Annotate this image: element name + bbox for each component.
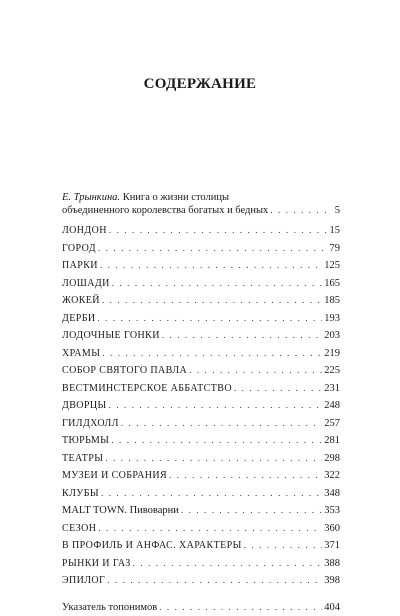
toc-entry-label: ТЮРЬМЫ (62, 432, 109, 450)
toc-entry-page-number: 348 (324, 485, 340, 503)
toc-entry-label: ГОРОД (62, 240, 96, 258)
toc-entry-page-number: 185 (324, 292, 340, 310)
toc-entry-page-number: 225 (324, 362, 340, 380)
dot-leader (102, 345, 322, 363)
toc-entry-label: ЛОНДОН (62, 222, 107, 240)
toc-entry-label: СОБОР СВЯТОГО ПАВЛА (62, 362, 187, 380)
toc-entry-label: ТЕАТРЫ (62, 450, 103, 468)
dot-leader (98, 520, 322, 538)
toc-entry-label: ЖОКЕЙ (62, 292, 100, 310)
intro-title-part-2: объединенного королевства богатых и бедных (62, 204, 268, 217)
dot-leader (98, 240, 328, 258)
toc-entry-page-number: 298 (324, 450, 340, 468)
toc-entry[interactable] (62, 415, 340, 433)
toc-entry-page-number: 281 (324, 432, 340, 450)
toc-entry-page-number: 203 (324, 327, 340, 345)
intro-author: Е. Трынкина. (62, 192, 120, 203)
toc-entry-page-number: 398 (324, 572, 340, 590)
dot-leader (159, 599, 322, 616)
toc-entry[interactable] (62, 327, 340, 345)
toc-entry[interactable] (62, 502, 340, 520)
intro-page-number: 5 (330, 204, 340, 217)
dot-leader (100, 257, 322, 275)
toc-entry[interactable] (62, 310, 340, 328)
dot-leader (181, 502, 322, 520)
intro-title-part-1: Книга о жизни столицы (120, 192, 229, 203)
page-title: СОДЕРЖАНИЕ (0, 76, 400, 93)
dot-leader (121, 415, 322, 433)
toc-entry[interactable] (62, 537, 340, 555)
toc-entry[interactable] (62, 240, 340, 258)
toc-entry-label: ДВОРЦЫ (62, 397, 107, 415)
toc-entry-page-number: 322 (324, 467, 340, 485)
toc-entry-label: ХРАМЫ (62, 345, 100, 363)
toc-entry-label: ДЕРБИ (62, 310, 95, 328)
dot-leader (133, 555, 323, 573)
dot-leader (111, 432, 322, 450)
dot-leader (107, 572, 322, 590)
intro-entry[interactable] (62, 191, 340, 217)
toc-entry[interactable] (62, 345, 340, 363)
dot-leader (244, 537, 323, 555)
dot-leader (109, 222, 328, 240)
dot-leader (270, 204, 328, 217)
toc-entry-label: ВЕСТМИНСТЕРСКОЕ АББАТСТВО (62, 380, 232, 398)
dot-leader (169, 467, 322, 485)
toc-entry-label: ГИЛДХОЛЛ (62, 415, 119, 433)
dot-leader (102, 292, 322, 310)
toc-entry[interactable] (62, 222, 340, 240)
toc-entry[interactable] (62, 432, 340, 450)
toc-entry-label: В ПРОФИЛЬ И АНФАС. ХАРАКТЕРЫ (62, 537, 242, 555)
toc-entry-page-number: 248 (324, 397, 340, 415)
index-label: Указатель топонимов (62, 599, 157, 616)
dot-leader (109, 397, 323, 415)
toc-entry[interactable] (62, 257, 340, 275)
toc-entry-page-number: 193 (324, 310, 340, 328)
toc-entry-label: КЛУБЫ (62, 485, 99, 503)
dot-leader (189, 362, 322, 380)
dot-leader (234, 380, 322, 398)
toc-entry[interactable] (62, 555, 340, 573)
toc-entry-page-number: 257 (324, 415, 340, 433)
toc-entry[interactable] (62, 450, 340, 468)
toc-entry[interactable] (62, 572, 340, 590)
toc-entry-label: ПАРКИ (62, 257, 98, 275)
toc-entry-page-number: 371 (324, 537, 340, 555)
dot-leader (162, 327, 322, 345)
dot-leader (101, 485, 322, 503)
dot-leader (105, 450, 322, 468)
toc-entry-page-number: 219 (324, 345, 340, 363)
toc-entry[interactable] (62, 275, 340, 293)
toc-entry[interactable] (62, 467, 340, 485)
toc-entry-page-number: 360 (324, 520, 340, 538)
toc-entry[interactable] (62, 485, 340, 503)
toc-entry-label: ЛОДОЧНЫЕ ГОНКИ (62, 327, 160, 345)
toc-entry[interactable] (62, 380, 340, 398)
toc-entries (62, 222, 340, 590)
toc-entry[interactable] (62, 397, 340, 415)
dot-leader (97, 310, 322, 328)
toc-entry-label: ЛОШАДИ (62, 275, 110, 293)
toc-entry-page-number: 231 (324, 380, 340, 398)
toc-entry-label: СЕЗОН (62, 520, 96, 538)
toc-entry-page-number: 353 (324, 502, 340, 520)
toc-entry-label: МУЗЕИ И СОБРАНИЯ (62, 467, 167, 485)
intro-line-2 (62, 204, 340, 217)
toc-entry-page-number: 15 (330, 222, 341, 240)
toc-entry[interactable] (62, 362, 340, 380)
table-of-contents (62, 191, 340, 616)
toc-entry-page-number: 125 (324, 257, 340, 275)
toc-entry-page-number: 165 (324, 275, 340, 293)
toc-entry-index[interactable] (62, 599, 340, 616)
toc-entry-page-number: 388 (324, 555, 340, 573)
toc-entry-label: MALT TOWN. Пивоварни (62, 502, 179, 520)
toc-entry-page-number: 79 (330, 240, 341, 258)
dot-leader (112, 275, 322, 293)
toc-entry-label: ЭПИЛОГ (62, 572, 105, 590)
intro-line-1 (62, 191, 340, 204)
index-page-number: 404 (324, 599, 340, 616)
toc-entry[interactable] (62, 292, 340, 310)
toc-entry-label: РЫНКИ И ГАЗ (62, 555, 131, 573)
toc-entry[interactable] (62, 520, 340, 538)
